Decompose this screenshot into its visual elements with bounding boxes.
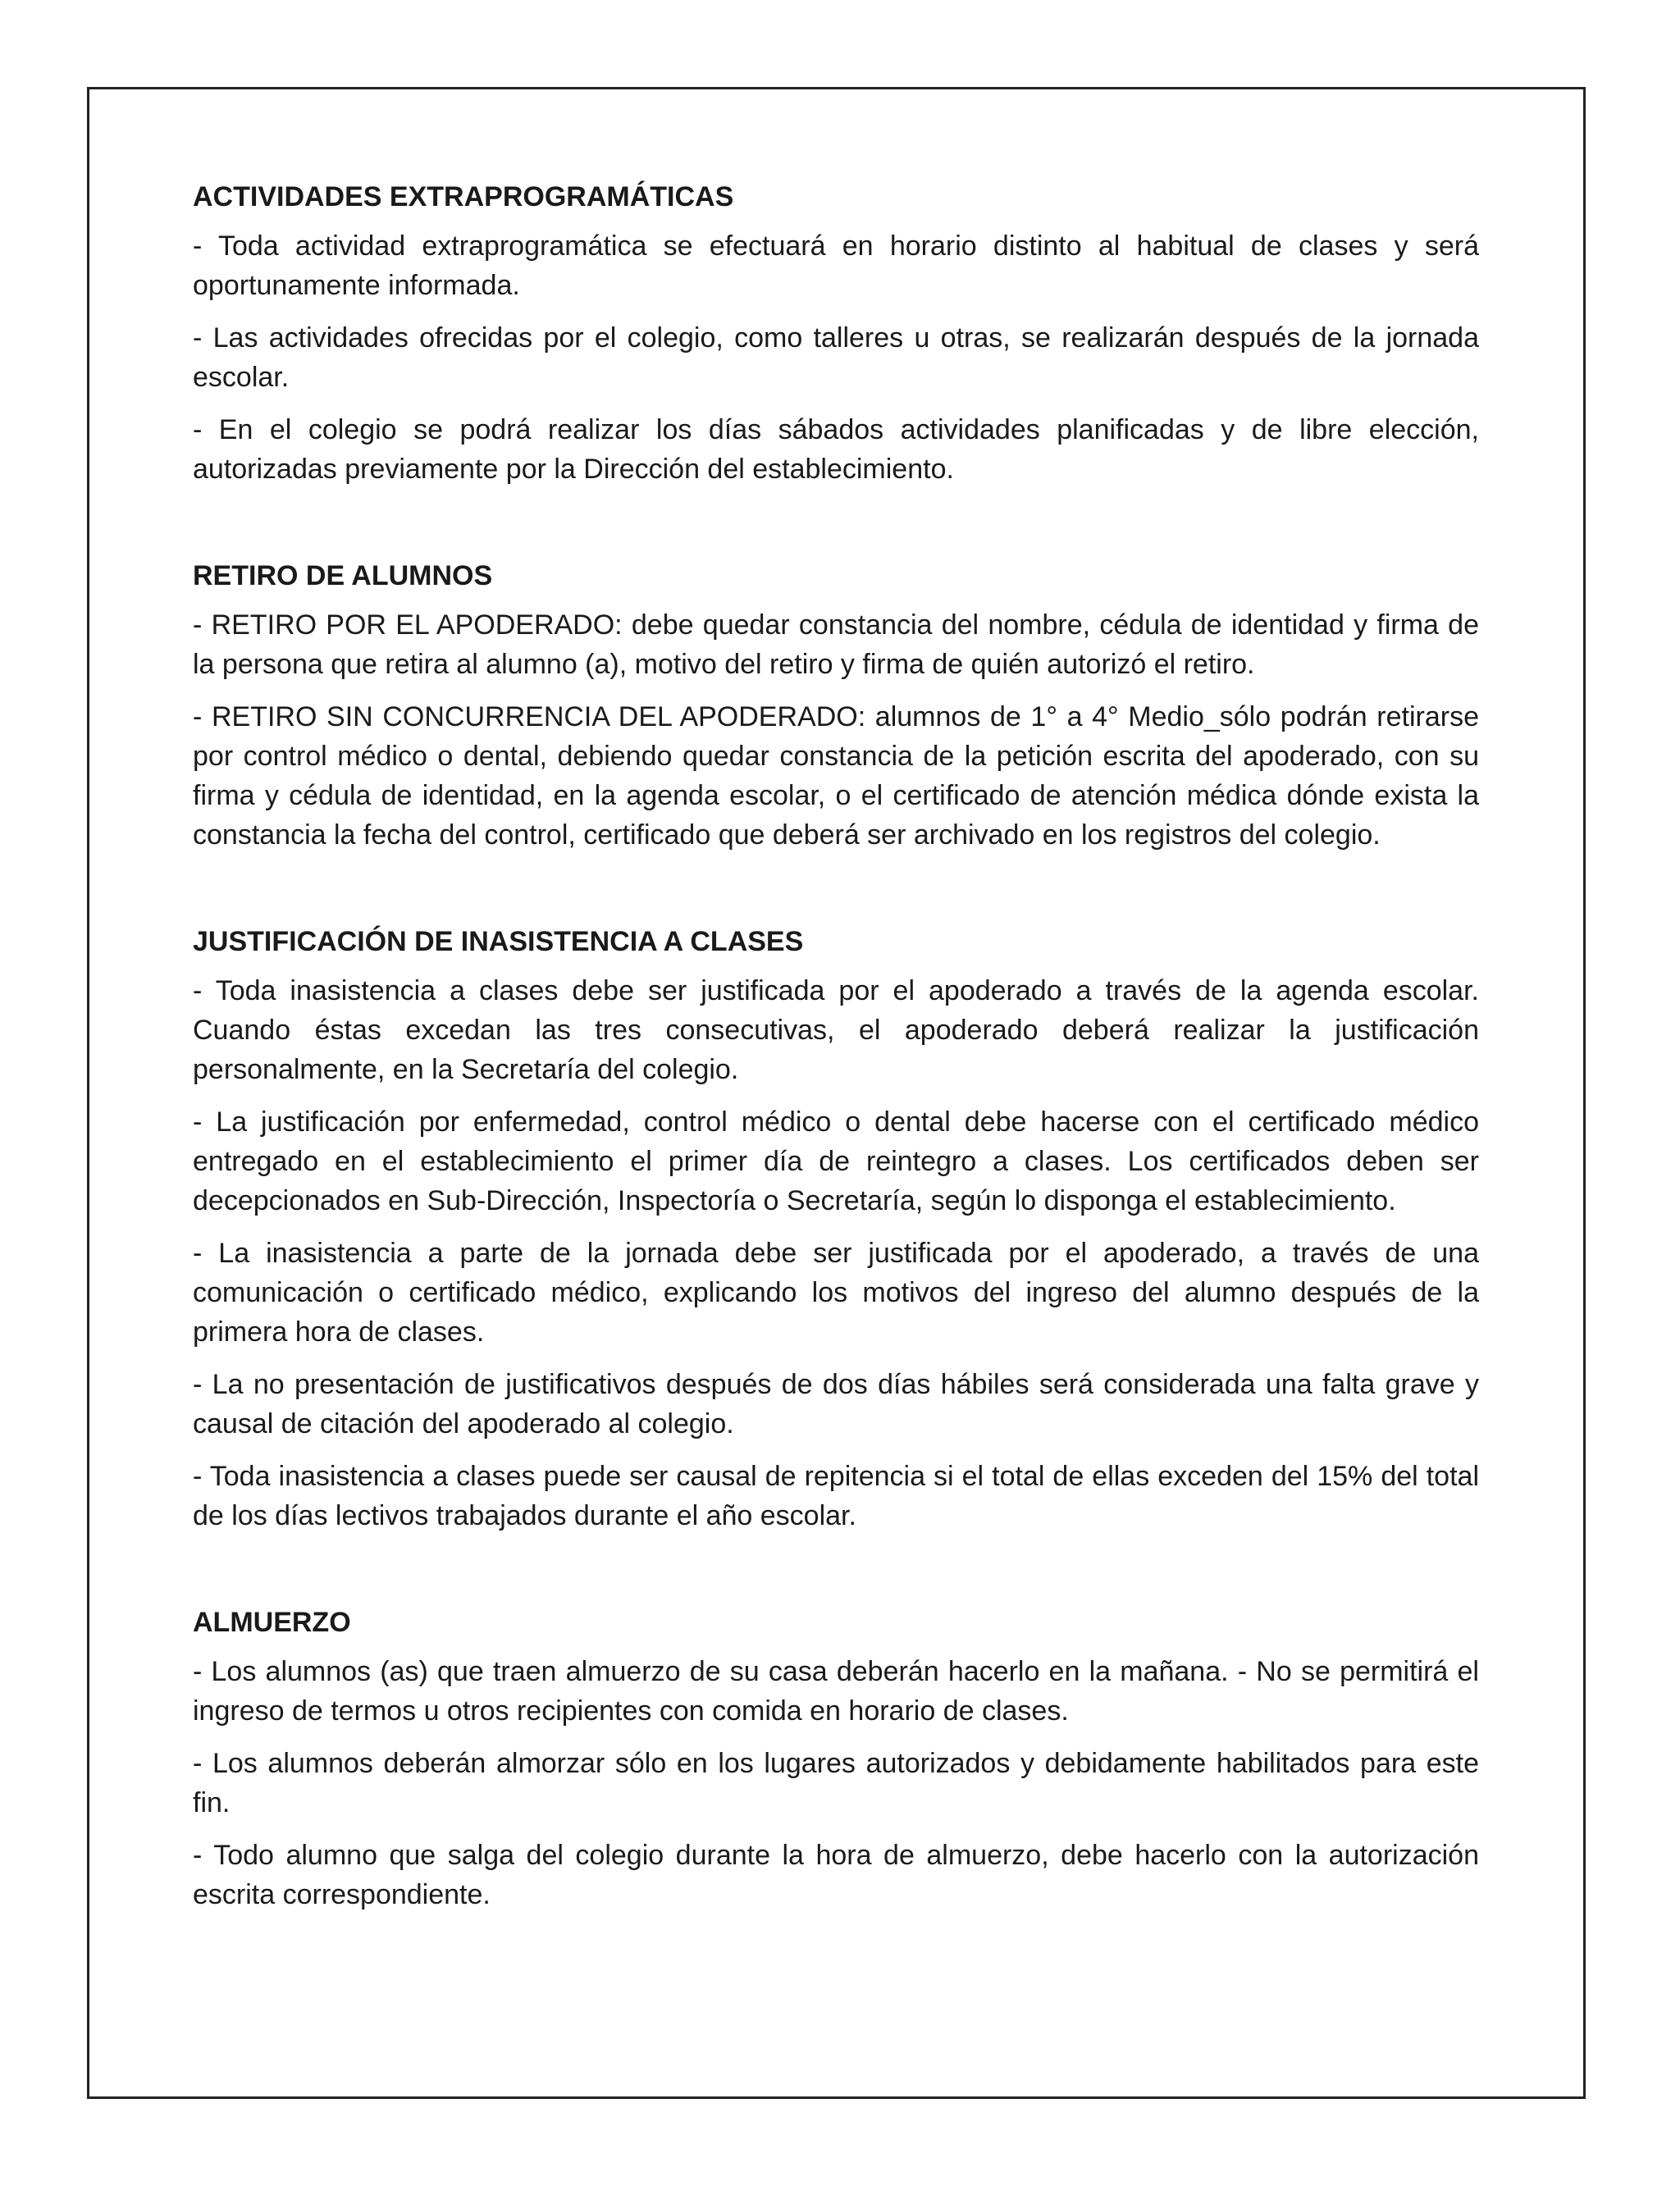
section-retiro [193,556,1479,855]
paragraph: - RETIRO POR EL APODERADO: debe quedar constancia del nombre, cédula de identidad y firma de la persona que retira al alumno (a), motivo del retiro y firma de quién autorizó el retiro. [193,609,1479,680]
paragraph: - Los alumnos (as) que traen almuerzo de su casa deberán hacerlo en la mañana. - No se permitirá el ingreso de termos u otros recipientes con comida en horario de clases. [193,1656,1479,1727]
section-justificacion [193,922,1479,1535]
section-almuerzo [193,1603,1479,1914]
section-actividades [193,177,1479,489]
document-body [193,177,1479,1982]
section-title: RETIRO DE ALUMNOS [193,560,493,591]
paragraph: - En el colegio se podrá realizar los días sábados actividades planificadas y de libre elección, autorizadas previamente por la Dirección del establecimiento. [193,414,1479,485]
paragraph: - Las actividades ofrecidas por el colegio, como talleres u otras, se realizarán después de la jornada escolar. [193,322,1479,393]
section-title: JUSTIFICACIÓN DE INASISTENCIA A CLASES [193,926,804,957]
paragraph: - Toda actividad extraprogramática se efectuará en horario distinto al habitual de clases y será oportunamente informada. [193,230,1479,301]
paragraph: - Los alumnos deberán almorzar sólo en los lugares autorizados y debidamente habilitados para este fin. [193,1748,1479,1818]
paragraph: - La justificación por enfermedad, control médico o dental debe hacerse con el certificado médico entregado en el establecimiento el primer día de reintegro a clases. Los certificados deben ser decepcionados en Sub-Dirección, Inspectoría o Secretaría, según lo disponga el establecimiento. [193,1106,1479,1216]
paragraph: - Todo alumno que salga del colegio durante la hora de almuerzo, debe hacerlo con la autorización escrita correspondiente. [193,1840,1479,1910]
paragraph: - Toda inasistencia a clases debe ser justificada por el apoderado a través de la agenda escolar. Cuando éstas excedan las tres consecutivas, el apoderado deberá realizar la justificación personalmente, en la Secretaría del colegio. [193,975,1479,1085]
paragraph: - RETIRO SIN CONCURRENCIA DEL APODERADO: alumnos de 1° a 4° Medio_sólo podrán retirarse por control médico o dental, debiendo quedar constancia de la petición escrita del apoderado, con su firma y cédula de identidad, en la agenda escolar, o el certificado de atención médica dónde exista la constancia la fecha del control, certificado que deberá ser archivado en los registros del colegio. [193,701,1479,851]
paragraph: - Toda inasistencia a clases puede ser causal de repitencia si el total de ellas exceden del 15% del total de los días lectivos trabajados durante el año escolar. [193,1461,1479,1531]
paragraph: - La no presentación de justificativos después de dos días hábiles será considerada una falta grave y causal de citación del apoderado al colegio. [193,1369,1479,1439]
paragraph: - La inasistencia a parte de la jornada debe ser justificada por el apoderado, a través de una comunicación o certificado médico, explicando los motivos del ingreso del alumno después de la primera hora de clases. [193,1238,1479,1348]
section-title: ACTIVIDADES EXTRAPROGRAMÁTICAS [193,181,734,212]
section-title: ALMUERZO [193,1607,351,1638]
